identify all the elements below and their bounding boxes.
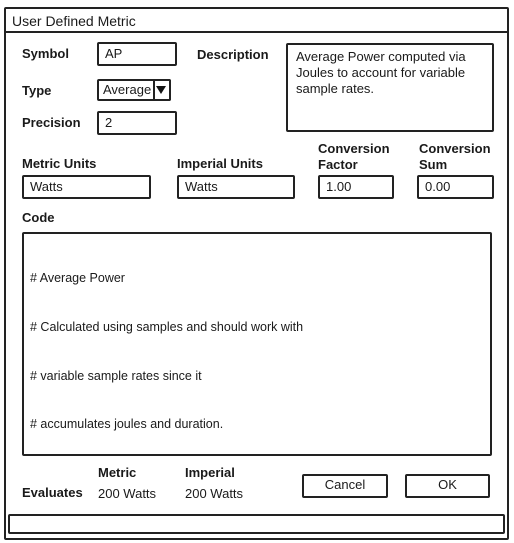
imperial-units-label: Imperial Units (177, 156, 263, 171)
code-label: Code (22, 210, 55, 225)
conversion-factor-label-2: Factor (318, 157, 358, 172)
ok-button[interactable]: OK (405, 474, 490, 498)
evaluates-imperial-header: Imperial (185, 465, 235, 480)
evaluates-metric-header: Metric (98, 465, 137, 480)
type-select[interactable] (97, 79, 155, 101)
code-editor[interactable] (22, 232, 492, 456)
window-title: User Defined Metric (12, 13, 136, 29)
dropdown-arrow-icon[interactable] (153, 79, 171, 101)
status-bar (8, 514, 505, 534)
code-line: # Average Power (30, 271, 125, 286)
cancel-button[interactable]: Cancel (302, 474, 388, 498)
description-label: Description (197, 47, 269, 62)
evaluates-imperial-value: 200 Watts (185, 486, 244, 501)
symbol-input[interactable]: AP (97, 42, 177, 66)
metric-units-label: Metric Units (22, 156, 97, 171)
precision-input[interactable]: 2 (97, 111, 177, 135)
conversion-factor-input[interactable]: 1.00 (318, 175, 394, 199)
precision-label: Precision (22, 115, 81, 130)
conversion-sum-input[interactable]: 0.00 (417, 175, 494, 199)
metric-units-input[interactable]: Watts (22, 175, 151, 199)
conversion-sum-label-2: Sum (419, 157, 448, 172)
conversion-sum-label-1: Conversion (419, 141, 491, 156)
type-select-value: Average (103, 82, 152, 97)
imperial-units-input[interactable]: Watts (177, 175, 295, 199)
code-line: # Calculated using samples and should work with (30, 320, 304, 334)
code-line: # accumulates joules and duration. (30, 417, 224, 432)
description-textarea[interactable]: Average Power computed via Joules to account for variable sample rates. (286, 43, 494, 132)
evaluates-label: Evaluates (22, 485, 83, 500)
conversion-factor-label-1: Conversion (318, 141, 390, 156)
type-label: Type (22, 83, 52, 98)
symbol-label: Symbol (22, 46, 69, 61)
evaluates-metric-value: 200 Watts (98, 486, 157, 501)
code-line: # variable sample rates since it (30, 368, 202, 383)
